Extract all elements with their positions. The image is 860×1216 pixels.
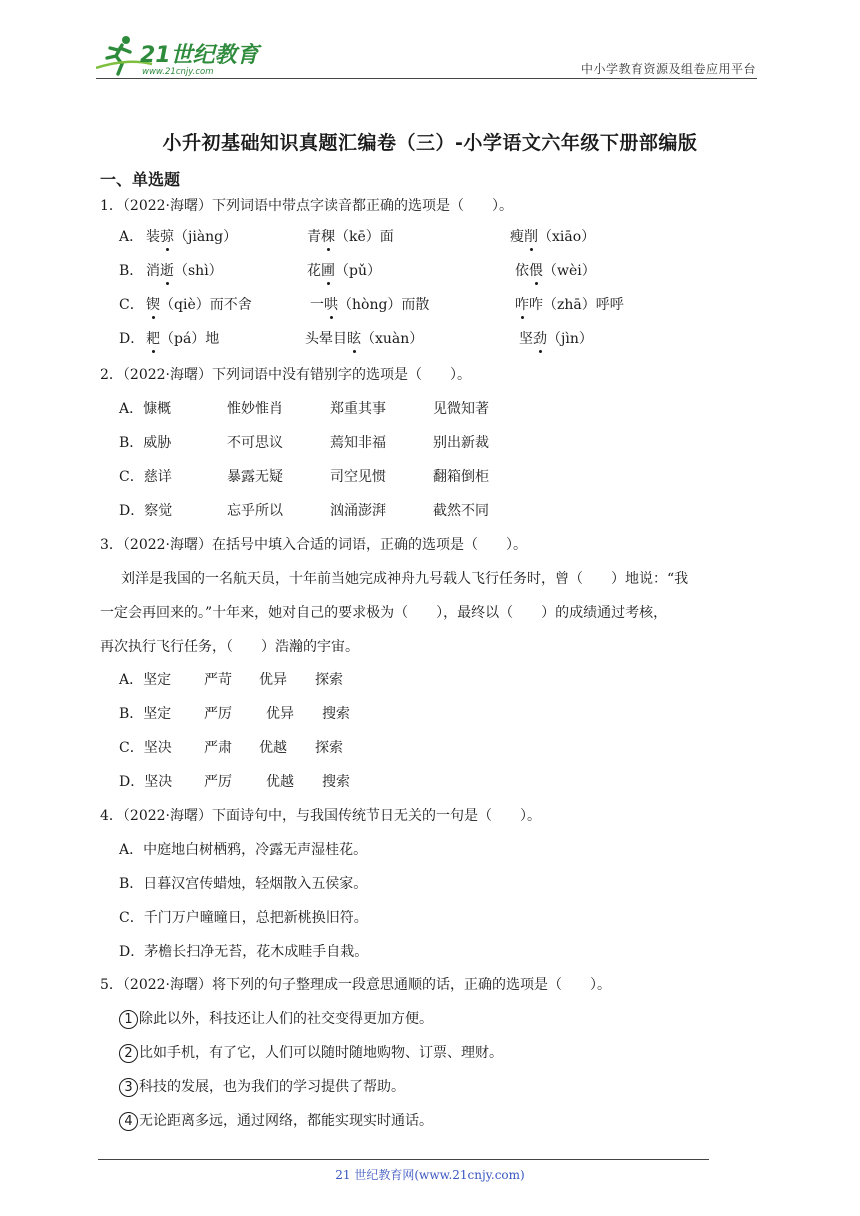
q3-passage-line3: 再次执行飞行任务，（ ）浩瀚的宇宙。 [100,639,359,655]
document-title: 小升初基础知识真题汇编卷（三）-小学语文六年级下册部编版 [162,132,698,154]
q4-option-c: C．千门万户曈曈日，总把新桃换旧符。 [119,910,368,926]
header-divider [96,78,757,79]
q3-option-b-w4: 搜索 [322,706,350,722]
q3-option-b-w1: B．坚定 [119,706,172,722]
q2-option-c-w4: 翻箱倒柜 [433,469,489,485]
question-5-stem: 5．（2022·海曙）将下列的句子整理成一段意思通顺的话，正确的选项是（ ）。 [100,977,611,993]
q1-option-c-word1: 锲（qiè）而不舍 [146,297,252,313]
q1-option-d-word1: 耙（pá）地 [146,331,220,347]
q2-option-c-w1: C．慈详 [119,469,172,485]
question-4-stem: 4．（2022·海曙）下面诗句中，与我国传统节日无关的一句是（ ）。 [100,808,541,824]
circled-number-2: 2 [119,1044,138,1063]
header-platform-text: 中小学教育资源及组卷应用平台 [580,62,756,76]
q2-option-a-w1: A．慷概 [119,401,172,417]
q3-option-d-w3: 优越 [266,774,294,790]
q3-option-d-w2: 严厉 [204,774,232,790]
q1-option-c-word2: 一哄（hòng）而散 [310,297,430,313]
q5-sentence-2: 2 比如手机，有了它，人们可以随时随地购物、订票、理财。 [119,1043,503,1063]
q1-option-b-word2: 花圃（pǔ） [307,263,381,279]
q2-option-b-w2: 不可思议 [227,435,283,451]
question-2-stem: 2．（2022·海曙）下列词语中没有错别字的选项是（ ）。 [100,367,471,383]
q5-sentence-4: 4 无论距离多远，通过网络，都能实现实时通话。 [119,1111,433,1131]
section-heading: 一、单选题 [100,170,181,189]
question-3-stem: 3．（2022·海曙）在括号中填入合适的词语，正确的选项是（ ）。 [100,537,527,553]
q3-option-c-w4: 探索 [315,740,343,756]
q1-option-c-label: C． [119,297,144,313]
q3-option-b-w3: 优异 [266,706,294,722]
q2-option-d-w2: 忘乎所以 [227,503,283,519]
site-logo [96,34,266,80]
q3-passage-line1: 刘洋是我国的一名航天员，十年前当她完成神舟九号载人飞行任务时，曾（ ）地说：“我 [121,571,689,587]
q3-option-a-w4: 探索 [315,672,343,688]
circled-number-3: 3 [119,1078,138,1097]
q3-option-a-w3: 优异 [259,672,287,688]
q2-option-a-w2: 惟妙惟肖 [227,401,283,417]
q3-option-b-w2: 严厉 [204,706,232,722]
q1-option-c-word3: 咋咋（zhā）呼呼 [515,297,624,313]
q1-option-b-word1: 消逝（shì） [146,263,223,279]
q3-option-a-w1: A．坚定 [119,672,172,688]
q1-option-a-word3: 瘦削（xiāo） [510,229,596,245]
q1-option-b-label: B． [119,263,144,279]
q3-option-a-w2: 严苛 [204,672,232,688]
q1-option-d-word3: 坚劲（jìn） [519,331,593,347]
q2-option-a-w3: 郑重其事 [330,401,386,417]
q4-option-d: D．茅檐长扫净无苔，花木成畦手自栽。 [119,944,369,960]
footer-link[interactable]: 21 世纪教育网(www.21cnjy.com) [335,1168,525,1182]
q3-passage-line2: 一定会再回来的。”十年来，她对自己的要求极为（ ），最终以（ ）的成绩通过考核， [100,605,668,621]
q2-option-a-w4: 见微知著 [433,401,489,417]
q3-option-d-w1: D．坚决 [119,774,173,790]
q4-option-a: A．中庭地白树栖鸦，冷露无声湿桂花。 [119,842,368,858]
logo-url: www.21cnjy.com [142,67,214,77]
footer-divider [98,1159,709,1160]
q4-option-b: B．日暮汉宫传蜡烛，轻烟散入五侯家。 [119,876,368,892]
q2-option-d-w4: 截然不同 [433,503,489,519]
q1-option-a-word2: 青稞（kē）面 [307,229,394,245]
q2-option-c-w3: 司空见惯 [330,469,386,485]
q2-option-d-w3: 汹涌澎湃 [330,503,386,519]
q3-option-d-w4: 搜索 [322,774,350,790]
q3-option-c-w1: C．坚决 [119,740,172,756]
logo-text: 21世纪教育 [140,43,259,68]
circled-number-1: 1 [119,1010,138,1029]
question-1-stem: 1．（2022·海曙）下列词语中带点字读音都正确的选项是（ ）。 [100,198,513,214]
q1-option-b-word3: 依偎（wèi） [515,263,596,279]
q2-option-b-w4: 别出新裁 [433,435,489,451]
q1-option-d-label: D． [119,331,145,347]
q1-option-a-label: A． [119,229,144,245]
q5-sentence-3: 3 科技的发展，也为我们的学习提供了帮助。 [119,1077,405,1097]
circled-number-4: 4 [119,1112,138,1131]
q2-option-b-w1: B．威胁 [119,435,172,451]
q2-option-b-w3: 蔫知非福 [330,435,386,451]
q3-option-c-w2: 严肃 [204,740,232,756]
q2-option-c-w2: 暴露无疑 [227,469,283,485]
q3-option-c-w3: 优越 [259,740,287,756]
q1-option-a-word1: 装弶（jiàng） [146,229,238,245]
q2-option-d-w1: D．察觉 [119,503,173,519]
q1-option-d-word2: 头晕目眩（xuàn） [305,331,424,347]
q5-sentence-1: 1 除此以外，科技还让人们的社交变得更加方便。 [119,1009,433,1029]
